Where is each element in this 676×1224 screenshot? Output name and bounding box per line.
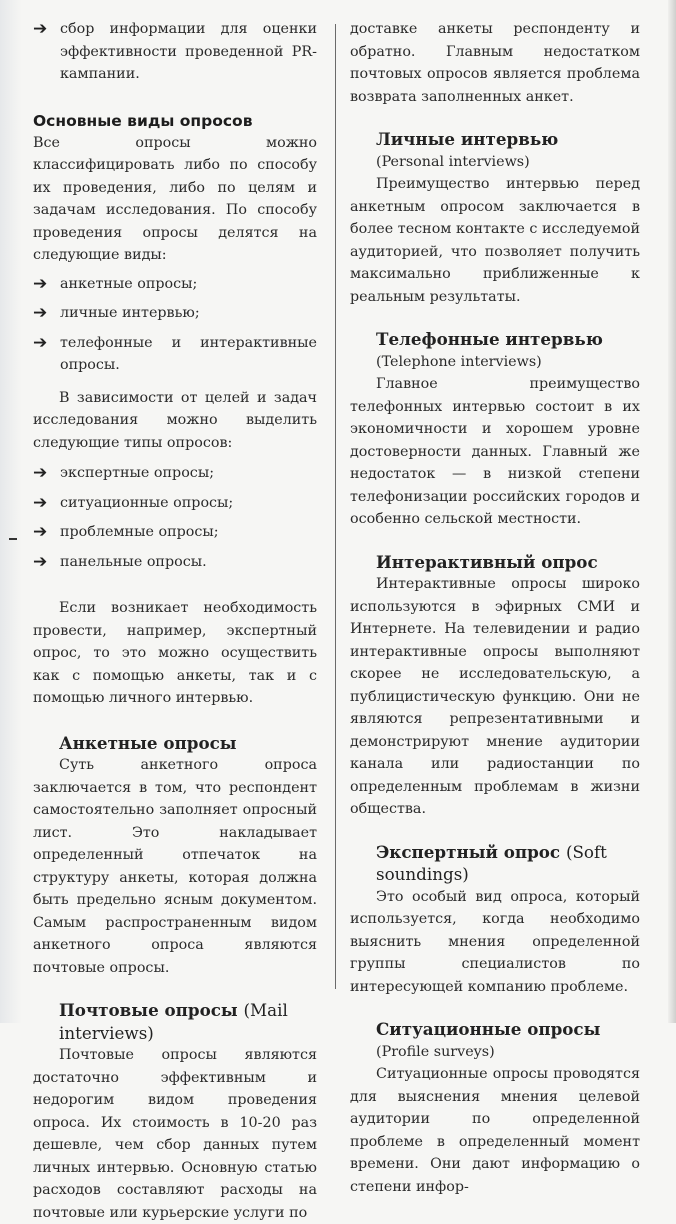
situational-text: Ситуационные опросы проводятся для выяснения мнения целевой аудитории по определенной проблеме в определенный момент времени. Они дают информацию о степени инфор- [350,1066,640,1195]
section-title: Основные виды опросов [33,111,253,130]
page-edge [668,0,676,1023]
interactive-title: Интерактивный опрос [376,551,598,572]
situational-title: Ситуационные опросы [376,1019,601,1039]
mail-text: Почтовые опросы являются достаточно эффективным и недорогим видом проведения опроса. Их стоимость в 10-20 раз дешевле, чем сбор данных путем личных интервью. Основную статью расходов составляют расходы на почтовые или курьерские услуги по [33,1047,317,1221]
left-column [33,0,317,1224]
arrow-right-icon: ➔ [33,463,48,483]
situational-title-en: (Profile surveys) [376,1043,495,1060]
mail-title: Почтовые опросы (Mail interviews) [59,1000,288,1043]
personal-title-en: (Personal interviews) [376,153,530,170]
bullet-item: ➔ сбор информации для оценки эффективности проведенной PR-кампании. [33,18,317,86]
expert-text: Это особый вид опроса, который используется, когда необходимо выяснить мнения определенной группы специалистов по интересующей компанию проблеме. [350,888,640,995]
telephone-title: Телефонные интервью [376,329,603,349]
arrow-right-icon: ➔ [33,522,48,542]
bullet-item: ➔ панельные опросы. [33,551,207,572]
column-divider [335,24,336,989]
personal-title: Личные интервью [376,129,559,149]
margin-mark [9,538,17,540]
questionnaire-title: Анкетные опросы [59,732,237,753]
bullet-item: ➔ телефонные и интерактивные опросы. [33,332,317,377]
bullet-item: ➔ проблемные опросы; [33,522,219,542]
section-intro: Все опросы можно классифицировать либо по способу их проведения, либо по целям и задачам исследования. По способу проведения опросы делятся на следующие виды: [33,134,317,263]
bullet-item: ➔ ситуационные опросы; [33,492,234,513]
bullet-item: ➔ анкетные опросы; [33,273,198,294]
expert-title: Экспертный опрос (Soft soundings) [376,841,607,884]
page-gutter-shadow [0,0,22,1023]
mail-continued: доставке анкеты респонденту и обратно. Главным недостатком почтовых опросов является проблема возврата заполненных анкет. [350,21,640,105]
expert-note: Если возникает необходимость провести, например, экспертный опрос, то это можно осуществить как с помощью анкеты, так и с помощью личного интервью. [33,600,317,706]
bullet-item: ➔ экспертные опросы; [33,463,215,483]
arrow-right-icon: ➔ [33,551,48,572]
arrow-right-icon: ➔ [33,273,48,294]
arrow-right-icon: ➔ [33,332,48,353]
personal-text: Преимущество интервью перед анкетным опросом заключается в более тесном контакте с исследуемой аудиторией, что позволяет получить максимально приближенные к реальным результаты. [350,176,640,305]
bullet-item: ➔ личные интервью; [33,303,200,323]
arrow-right-icon: ➔ [33,492,48,513]
interactive-text: Интерактивные опросы широко используются в эфирных СМИ и Интернете. На телевидении и радио интерактивные опросы выполняют скорее не исследовательскую, а публицистическую функцию. Они не являются репрезентативными и демонстрируют мнение аудитории канала или радиостанции по определенным проблемам в жизни общества. [350,576,640,817]
arrow-right-icon: ➔ [33,19,48,39]
telephone-text: Главное преимущество телефонных интервью состоит в их экономичности и хорошем уровне достоверности данных. Главный же недостаток — в низкой степени телефонизации российских городов и особенно сельской местности. [350,376,640,527]
questionnaire-text: Суть анкетного опроса заключается в том, что респондент самостоятельно заполняет опросный лист. Это накладывает определенный отпечаток на структуру анкеты, которая должна быть предельно ясным документом. Самым распространенным видом анкетного опроса являются почтовые опросы. [33,757,317,976]
arrow-right-icon: ➔ [33,303,48,323]
right-column [350,0,640,1198]
telephone-title-en: (Telephone interviews) [376,353,542,370]
goals-intro: В зависимости от целей и задач исследования можно выделить следующие типы опросов: [33,389,317,451]
